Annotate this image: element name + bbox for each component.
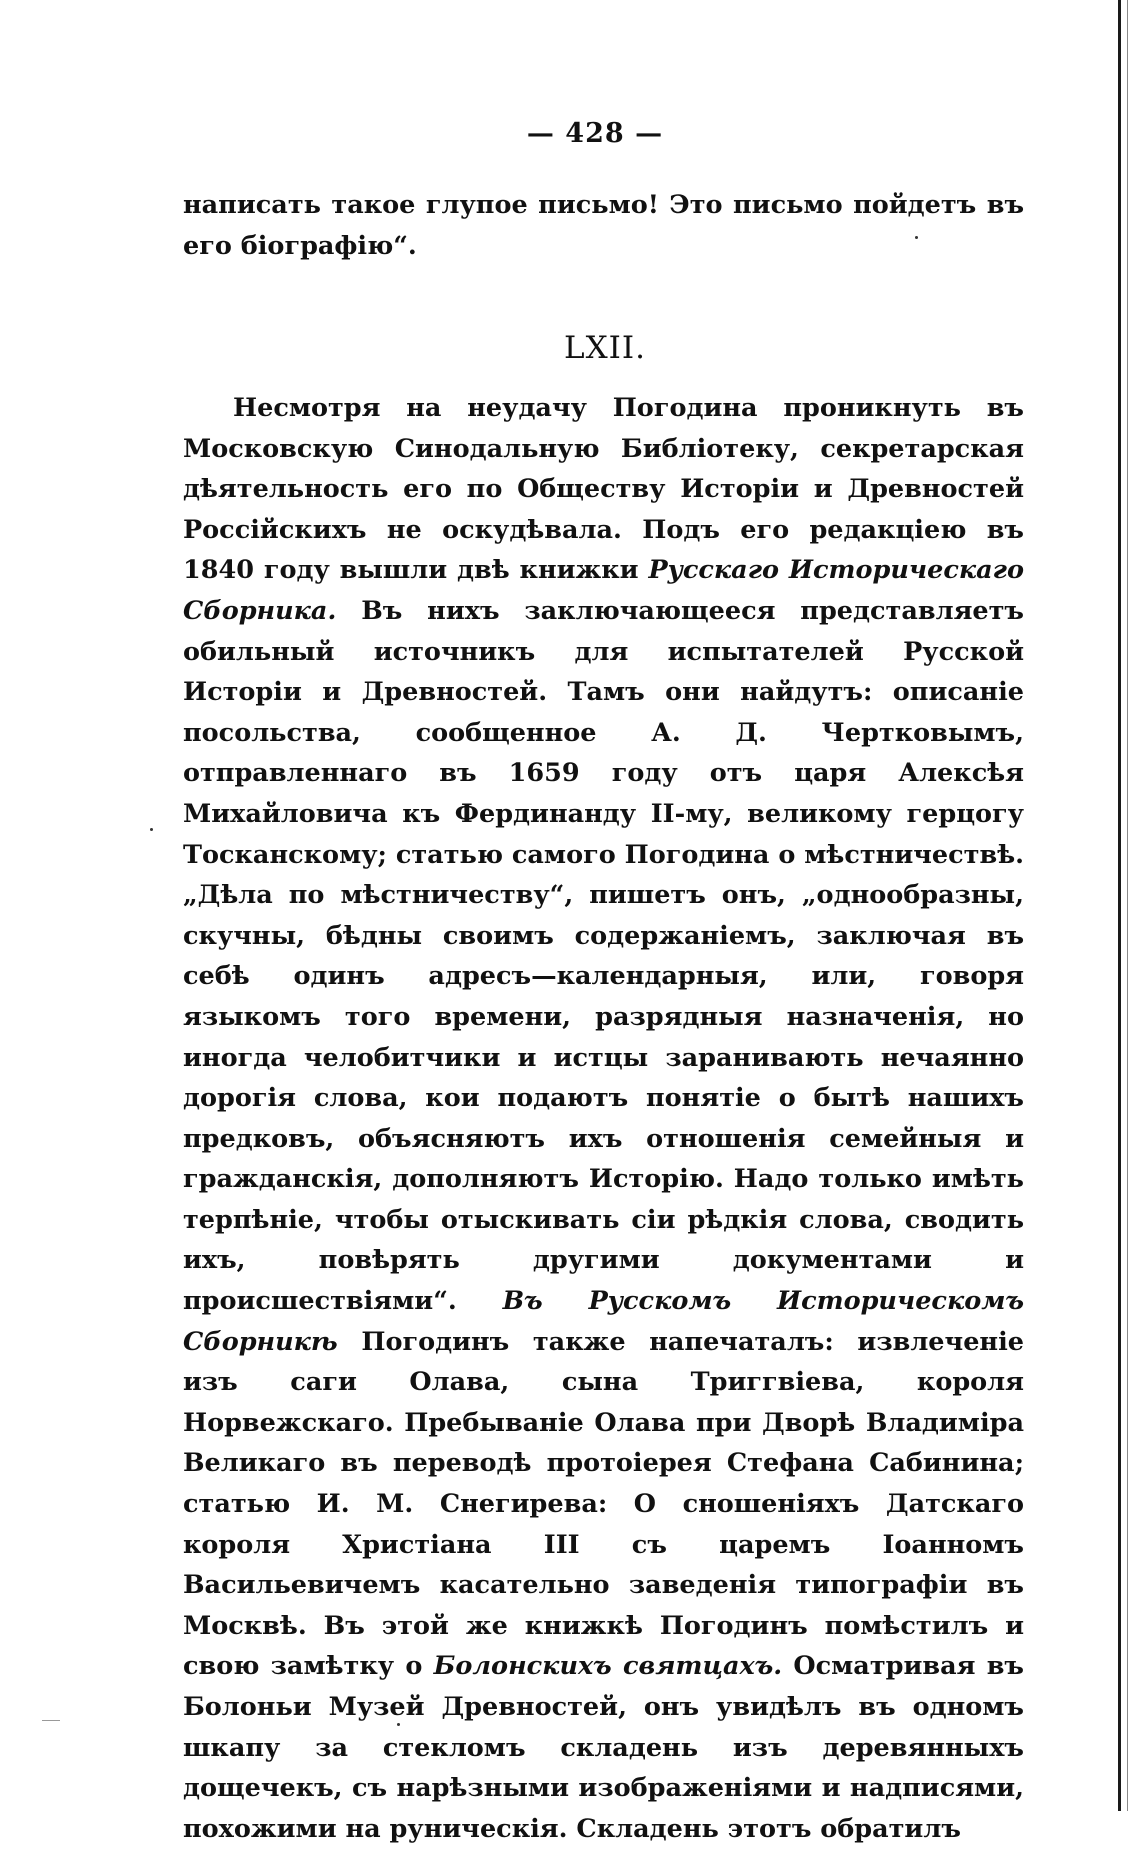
page-edge-line (1118, 0, 1121, 1811)
print-speck (150, 828, 153, 831)
continuation-paragraph: написать такое глупое письмо! Это письмо пойдетъ въ его біографію“. (183, 190, 1024, 261)
italic-title-sbornik: Русскаго Историческаго Сборника. (183, 555, 1024, 626)
italic-title-svyattsy: Болонскихъ святцахъ. (433, 1651, 783, 1682)
page-edge-line-thin (1127, 0, 1128, 1811)
continuation-text (183, 185, 1024, 266)
chapter-body (183, 388, 1024, 1849)
page-number: — 428 — (526, 118, 664, 149)
print-speck (915, 236, 918, 239)
paragraph-text-1: Несмотря на неудачу Погодина проникнуть въ Московскую Синодальную Библіотеку, секретарская дѣятельность его по Обществу Исторіи и Древностей Россійскихъ не оскудѣвала. Подъ его редакціею въ 1840 году вышли двѣ книжки (183, 393, 1024, 586)
paragraph-text-4: Осматривая въ Болоньи Музей Древностей, онъ увидѣлъ въ одномъ шкапу за стекломъ складень изъ деревянныхъ дощечекъ, съ нарѣзными изображеніями и надписями, похожими на руническія. Складень этотъ обратилъ (183, 1651, 1024, 1844)
body-paragraph (183, 388, 1024, 1849)
italic-title-sbornik-2: Въ Русскомъ Историческомъ Сборникѣ (183, 1286, 1024, 1357)
paragraph-text-2: Въ нихъ заключающееся представляетъ обильный источникъ для испытателей Русской Исторіи и Древностей. Тамъ они найдутъ: описаніе посольства, сообщенное А. Д. Чертковымъ, отправленнаго въ 1659 году отъ царя Алексѣя Михайловича къ Фердинанду II-му, великому герцогу Тосканскому; статью самого Погодина о мѣстничествѣ. „Дѣла по мѣстничеству“, пишетъ онъ, „однообразны, скучны, бѣдны своимъ содержаніемъ, заключая въ себѣ одинъ адресъ—календарныя, или, говоря языкомъ того времени, разрядныя назначенія, но иногда челобитчики и истцы заранивають нечаянно дорогія слова, кои подаютъ понятіе о бытѣ нашихъ предковъ, объясняютъ ихъ отношенія семейныя и гражданскія, дополняютъ Исторію. Надо только имѣть терпѣніе, чтобы отыскивать сіи рѣдкія слова, сводить ихъ, повѣрять другими документами и происшествіями“. (183, 595, 1024, 1317)
margin-mark (42, 1720, 60, 1721)
chapter-heading: LXII. (563, 330, 646, 366)
paragraph-text-3: Погодинъ также напечаталъ: извлеченіе изъ саги Олава, сына Триггвіева, короля Норвежскаго. Пребываніе Олава при Дворѣ Владиміра Великаго въ переводѣ протоіерея Стефана Сабинина; статью И. М. Снегирева: О сношеніяхъ Датскаго короля Христіана III съ царемъ Іоанномъ Васильевичемъ касательно заведенія типографіи въ Москвѣ. Въ этой же книжкѣ Погодинъ помѣстилъ и свою замѣтку о (183, 1326, 1024, 1682)
print-speck (397, 1723, 400, 1726)
